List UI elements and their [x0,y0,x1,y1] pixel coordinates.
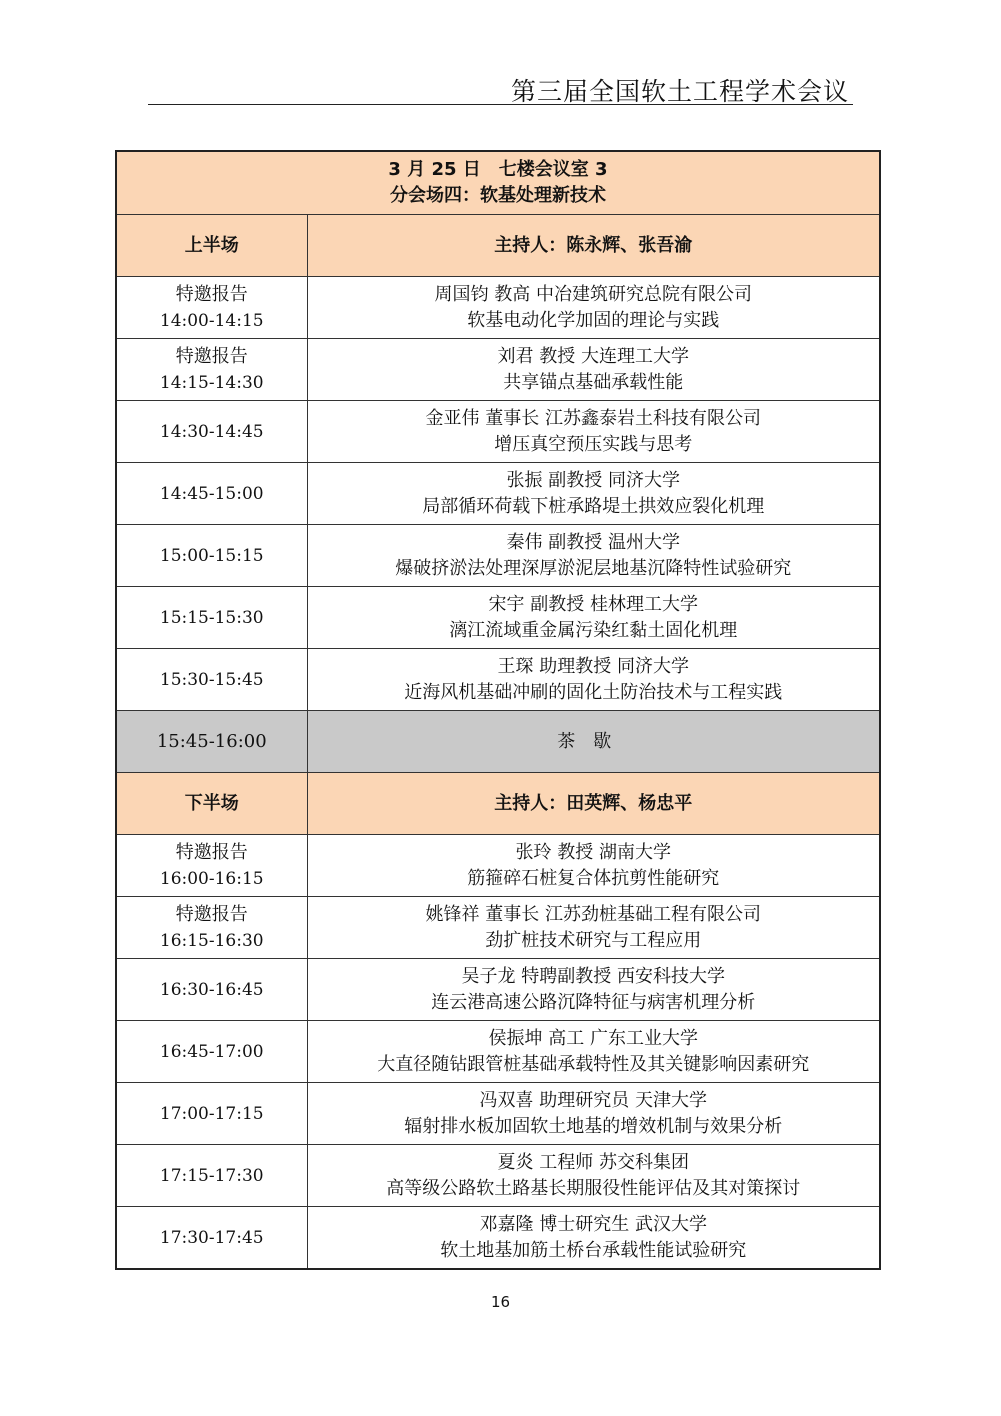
talk-speaker: 张振 副教授 同济大学 [506,469,680,491]
talk-speaker: 秦伟 副教授 温州大学 [506,531,680,553]
break-row [116,711,880,773]
talk-time: 17:15-17:30 [159,1165,264,1186]
time-cell [116,525,307,587]
talk-time: 16:00-16:15 [159,868,264,889]
talk-cell [307,1083,880,1145]
table-row [116,835,880,897]
table-row [116,525,880,587]
first-half-host: 主持人：陈永辉、张吾渝 [307,215,880,277]
talk-title: 增压真空预压实践与思考 [494,433,693,455]
conference-title: 第三届全国软土工程学术会议 [510,77,849,106]
talk-kind: 特邀报告 [175,841,248,863]
talk-cell [307,401,880,463]
talk-title: 筋箍碎石桩复合体抗剪性能研究 [467,867,720,889]
talk-time: 14:30-14:45 [159,421,264,442]
talk-speaker: 张玲 教授 湖南大学 [515,841,671,863]
table-row [116,1145,880,1207]
time-cell [116,1021,307,1083]
second-half-row [116,773,880,835]
talk-title: 高等级公路软土路基长期服役性能评估及其对策探讨 [386,1177,801,1199]
table-row [116,649,880,711]
time-cell [116,1145,307,1207]
time-cell [116,1207,307,1270]
talk-speaker: 周国钧 教高 中冶建筑研究总院有限公司 [434,283,752,305]
talk-title: 劲扩桩技术研究与工程应用 [485,929,702,951]
talk-title: 共享锚点基础承载性能 [503,371,684,393]
time-cell [116,277,307,339]
table-row [116,587,880,649]
talk-cell [307,463,880,525]
time-cell [116,587,307,649]
talk-time: 14:45-15:00 [159,483,264,504]
talk-speaker: 宋宇 副教授 桂林理工大学 [488,593,698,615]
talk-title: 近海风机基础冲刷的固化土防治技术与工程实践 [404,681,783,703]
session-date-room: 3 月 25 日 七楼会议室 3 [388,159,608,180]
talk-time: 16:45-17:00 [159,1041,264,1062]
table-row [116,1207,880,1270]
second-half-label: 下半场 [116,773,307,835]
talk-speaker: 侯振坤 高工 广东工业大学 [488,1027,698,1049]
talk-speaker: 王琛 助理教授 同济大学 [497,655,689,677]
talk-cell [307,1145,880,1207]
talk-speaker: 刘君 教授 大连理工大学 [497,345,689,367]
table-row [116,339,880,401]
session-topic: 分会场四：软基处理新技术 [390,185,606,206]
talk-time: 17:00-17:15 [159,1103,264,1124]
header-rule [148,104,853,105]
time-cell [116,463,307,525]
talk-title: 局部循环荷载下桩承路堤土拱效应裂化机理 [422,495,765,517]
break-text: 茶歇 [557,730,630,752]
table-row [116,897,880,959]
talk-cell [307,959,880,1021]
talk-speaker: 冯双喜 助理研究员 天津大学 [479,1089,707,1111]
talk-cell [307,1207,880,1270]
talk-cell [307,897,880,959]
talk-speaker: 金亚伟 董事长 江苏鑫泰岩土科技有限公司 [425,407,761,429]
talk-time: 14:00-14:15 [159,310,264,331]
talk-speaker: 夏炎 工程师 苏交科集团 [497,1151,689,1173]
talk-cell [307,649,880,711]
talk-title: 连云港高速公路沉降特征与病害机理分析 [431,991,756,1013]
time-cell [116,959,307,1021]
break-time: 15:45-16:00 [116,711,307,773]
table-row [116,959,880,1021]
talk-title: 软基电动化学加固的理论与实践 [467,309,720,331]
talk-cell [307,525,880,587]
table-row [116,1021,880,1083]
talk-cell [307,587,880,649]
talk-speaker: 吴子龙 特聘副教授 西安科技大学 [461,965,725,987]
first-half-row [116,215,880,277]
time-cell [116,649,307,711]
first-half-label: 上半场 [116,215,307,277]
session-header-row [116,151,880,215]
talk-cell [307,339,880,401]
talk-cell [307,1021,880,1083]
talk-title: 爆破挤淤法处理深厚淤泥层地基沉降特性试验研究 [395,557,792,579]
talk-kind: 特邀报告 [175,345,248,367]
talk-time: 14:15-14:30 [159,372,264,393]
table-row [116,1083,880,1145]
talk-title: 大直径随钻跟管桩基础承载特性及其关键影响因素研究 [377,1053,810,1075]
table-row [116,401,880,463]
time-cell [116,339,307,401]
talk-time: 15:00-15:15 [159,545,264,566]
time-cell [116,401,307,463]
talk-time: 16:15-16:30 [159,930,264,951]
talk-time: 15:15-15:30 [159,607,264,628]
session-header [116,151,880,215]
table-row [116,463,880,525]
talk-time: 17:30-17:45 [159,1227,264,1248]
talk-time: 15:30-15:45 [159,669,264,690]
talk-cell [307,835,880,897]
break-label [307,711,880,773]
second-half-host: 主持人：田英辉、杨忠平 [307,773,880,835]
talk-kind: 特邀报告 [175,283,248,305]
time-cell [116,835,307,897]
time-cell [116,897,307,959]
talk-time: 16:30-16:45 [159,979,264,1000]
talk-title: 辐射排水板加固软土地基的增效机制与效果分析 [404,1115,783,1137]
talk-title: 软土地基加筋土桥台承载性能试验研究 [440,1239,747,1261]
talk-kind: 特邀报告 [175,903,248,925]
page-number: 16 [490,1293,511,1311]
table-row [116,277,880,339]
talk-speaker: 邓嘉隆 博士研究生 武汉大学 [479,1213,707,1235]
talk-title: 漓江流域重金属污染红黏土固化机理 [449,619,738,641]
time-cell [116,1083,307,1145]
schedule-table [115,150,881,1270]
talk-speaker: 姚锋祥 董事长 江苏劲桩基础工程有限公司 [425,903,761,925]
talk-cell [307,277,880,339]
